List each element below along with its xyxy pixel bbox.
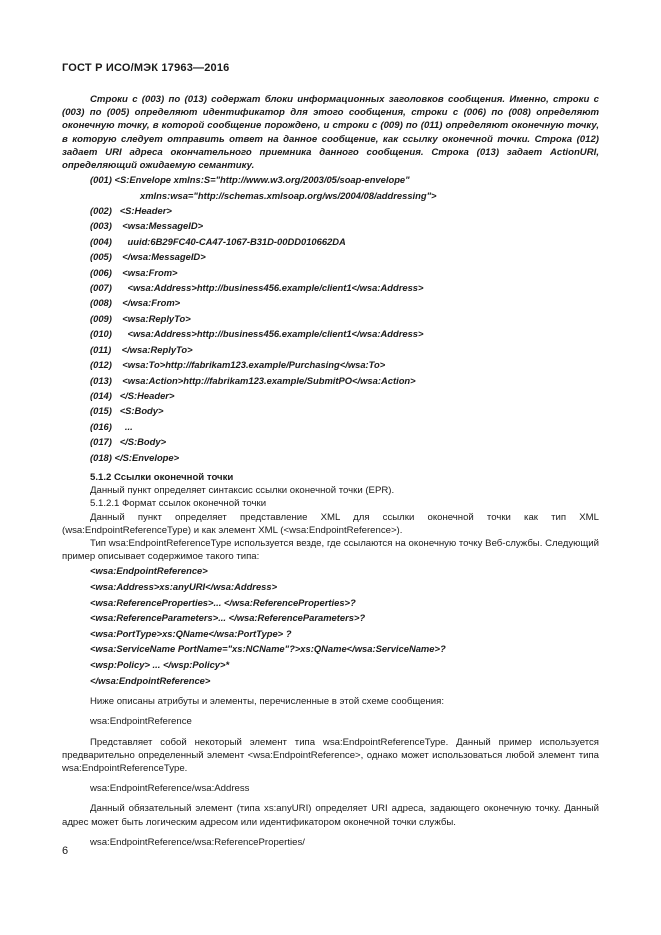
code-line: (002) <S:Header> — [90, 205, 172, 217]
subsection-heading: 5.1.2.1 Формат ссылок оконечной точки — [90, 498, 267, 510]
code-line: (011) </wsa:ReplyTo> — [90, 343, 193, 355]
xml-line: <wsp:Policy> ... </wsp:Policy>* — [90, 658, 230, 670]
code-line: (013) <wsa:Action>http://fabrikam123.example/SubmitPO</wsa:Action> — [90, 374, 416, 386]
code-line: (017) </S:Body> — [90, 436, 167, 448]
xml-line: <wsa:Address>xs:anyURI</wsa:Address> — [90, 580, 278, 592]
xml-line: <wsa:ReferenceParameters>... </wsa:ReferenceParameters>? — [90, 612, 366, 624]
code-line: (007) <wsa:Address>http://business456.example/client1</wsa:Address> — [90, 282, 424, 294]
code-line: (006) <wsa:From> — [90, 266, 178, 278]
code-line: (016) ... — [90, 420, 133, 432]
code-line: (003) <wsa:MessageID> — [90, 220, 204, 232]
paragraph-attributes-intro: Ниже описаны атрибуты и элементы, перечисленные в этой схеме сообщения: — [90, 696, 445, 708]
paragraph-type-usage: Тип wsa:EndpointReferenceType используется везде, где ссылаются на оконечную точку Веб-службы. Следующий пример описывает содержимое такого типа: — [62, 537, 599, 563]
xml-line: <wsa:PortType>xs:QName</wsa:PortType> ? — [90, 627, 292, 639]
code-line: (015) <S:Body> — [90, 405, 164, 417]
intro-paragraph: Строки с (003) по (013) содержат блоки информационных заголовков сообщения. Именно, строки с (003) по (005) определяют идентификатор для этого сообщения, строки с (006) по (008) определяют оконечную точку, в которой сообщение порождено, и строки с (009) по (011) определяют оконечную точку, в которую следует отправить ответ на данное сообщение, как ссылку оконечной точки. Строка (012) задает URI адреса окончательного приемника данного сообщения. Строка (013) задает ActionURI, определяющий ожидаемую семантику. — [62, 94, 599, 172]
section-intro-line: Данный пункт определяет синтаксис ссылки оконечной точки (EPR). — [90, 485, 395, 497]
code-line: (005) </wsa:MessageID> — [90, 251, 206, 263]
code-listing — [62, 172, 599, 465]
page-number: 6 — [62, 845, 69, 857]
code-line: (018) </S:Envelope> — [90, 451, 180, 463]
xml-line: </wsa:EndpointReference> — [90, 674, 211, 686]
paragraph-endpoint-address: Данный обязательный элемент (типа xs:anyURI) определяет URI адреса, задающего оконечную точку. Данный адрес может быть логическим адресом или идентификатором оконечной точки службы. — [62, 803, 599, 828]
code-line: (008) </wsa:From> — [90, 297, 181, 309]
xml-schema-listing — [62, 563, 599, 688]
term-endpoint-reference: wsa:EndpointReference — [90, 716, 192, 728]
code-line: (010) <wsa:Address>http://business456.example/client1</wsa:Address> — [90, 328, 424, 340]
code-line: (009) <wsa:ReplyTo> — [90, 312, 191, 324]
paragraph-endpoint-reference: Представляет собой некоторый элемент типа wsa:EndpointReferenceType. Данный пример используется предварительно определенный элемент <wsa:EndpointReference>, однако может использоваться любой элемент типа wsa:EndpointReferenceType. — [62, 736, 599, 774]
term-reference-properties: wsa:EndpointReference/wsa:ReferenceProperties/ — [90, 836, 305, 848]
code-line: (001) <S:Envelope xmlns:S="http://www.w3.org/2003/05/soap-envelope" — [90, 174, 410, 186]
section-heading: 5.1.2 Ссылки оконечной точки — [90, 471, 234, 483]
xml-line: <wsa:EndpointReference> — [90, 565, 208, 577]
code-line: xmlns:wsa="http://schemas.xmlsoap.org/ws/2004/08/addressing"> — [140, 189, 437, 201]
xml-line: <wsa:ReferenceProperties>... </wsa:ReferenceProperties>? — [90, 596, 356, 608]
document-header: ГОСТ Р ИСО/МЭК 17963—2016 — [62, 62, 230, 74]
code-line: (014) </S:Header> — [90, 389, 175, 401]
page-content — [62, 93, 599, 849]
code-line: (004) uuid:6B29FC40-CA47-1067-B31D-00DD010662DA — [90, 235, 346, 247]
paragraph-xml-representation: Данный пункт определяет представление XML для ссылки оконечной точки как тип XML (wsa:EndpointReferenceType) и как элемент XML (<wsa:EndpointReference>). — [62, 511, 599, 536]
code-line: (012) <wsa:To>http://fabrikam123.example/Purchasing</wsa:To> — [90, 359, 386, 371]
term-endpoint-address: wsa:EndpointReference/wsa:Address — [90, 783, 250, 795]
xml-line: <wsa:ServiceName PortName="xs:NCName"?>xs:QName</wsa:ServiceName>? — [90, 643, 446, 655]
